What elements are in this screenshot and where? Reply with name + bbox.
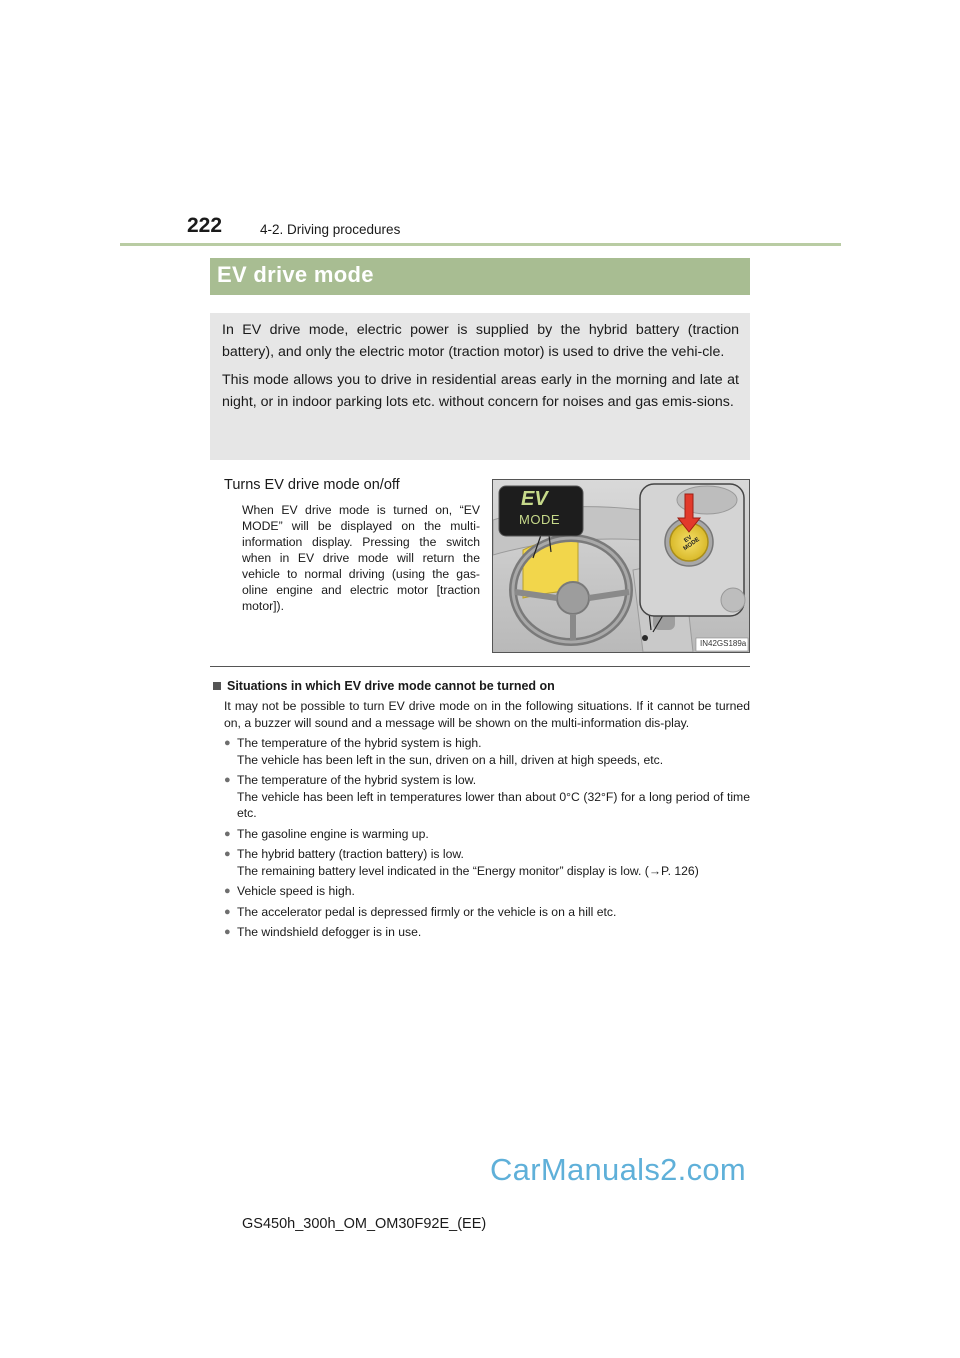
- watermark-link[interactable]: CarManuals2.com: [490, 1152, 747, 1187]
- list-item-text: Vehicle speed is high.: [237, 884, 355, 898]
- bullet-icon: ●: [224, 905, 231, 918]
- intro-paragraph-2: This mode allows you to drive in residential areas early in the morning and late at night, or in indoor parking lots etc. without concern for noises and gas emis-sions.: [222, 372, 739, 410]
- list-item: [224, 772, 750, 822]
- bullet-icon: ●: [224, 774, 231, 786]
- list-item: [224, 883, 750, 900]
- intro-paragraph-1: In EV drive mode, electric power is supplied by the hybrid battery (traction battery), and only the electric motor (traction motor) is used to drive the vehi-cle.: [222, 322, 739, 360]
- list-item-text: The temperature of the hybrid system is high.: [237, 736, 482, 750]
- switch-label: EV MODE: [682, 534, 701, 553]
- list-item-text: The temperature of the hybrid system is low.: [237, 773, 477, 787]
- list-item-text: The windshield defogger is in use.: [237, 925, 422, 939]
- page-number: 222: [187, 214, 223, 237]
- note-body: It may not be possible to turn EV drive mode on in the following situations. If it cannot be turned on, a buzzer will sound and a message will be shown on the multi-information dis-play.: [224, 699, 750, 730]
- list-item: [224, 735, 750, 768]
- intro-box: [210, 313, 750, 460]
- step-description: When EV drive mode is turned on, “EV MODE” will be displayed on the multi-information display. Pressing the switch when in EV drive mode will return the vehicle to normal driving (using the gas-oline engine and electric motor [traction motor]).: [242, 503, 480, 613]
- step-title: Turns EV drive mode on/off: [224, 477, 400, 493]
- note-heading: [210, 678, 750, 694]
- divider: [210, 666, 750, 667]
- list-item: [224, 924, 750, 941]
- bullet-icon: ●: [224, 827, 231, 840]
- display-mode-text: MODE: [519, 512, 560, 527]
- bullet-icon: ●: [224, 926, 231, 938]
- conditions-list: [210, 735, 750, 941]
- bullet-icon: ●: [224, 737, 231, 749]
- title-bar: [210, 258, 750, 295]
- list-item-detail: The remaining battery level indicated in the “Energy monitor” display is low. (→P. 126): [237, 863, 699, 878]
- bullet-icon: ●: [224, 885, 231, 897]
- list-item: [224, 846, 750, 879]
- list-item-detail: The vehicle has been left in temperatures lower than about 0°C (32°F) for a long period of time etc.: [237, 789, 750, 820]
- header-rule: [120, 243, 841, 246]
- section-label: 4-2. Driving procedures: [260, 222, 401, 237]
- manual-code: GS450h_300h_OM_OM30F92E_(EE): [242, 1216, 487, 1232]
- notes-section: [210, 678, 750, 941]
- list-item-text: The gasoline engine is warming up.: [237, 826, 429, 841]
- bullet-icon: ●: [224, 848, 231, 860]
- list-item-text: The accelerator pedal is depressed firmly or the vehicle is on a hill etc.: [237, 904, 617, 919]
- ev-mode-illustration: [492, 479, 750, 653]
- square-bullet-icon: [213, 682, 221, 690]
- list-item-text: The hybrid battery (traction battery) is low.: [237, 847, 464, 861]
- list-item-detail: The vehicle has been left in the sun, driven on a hill, driven at high speeds, etc.: [237, 752, 664, 767]
- page-title: EV drive mode: [217, 262, 374, 287]
- note-heading-text: Situations in which EV drive mode cannot be turned on: [227, 679, 555, 693]
- list-item: [224, 904, 750, 921]
- illustration-code: IN42GS189a: [700, 639, 747, 648]
- list-item: [224, 826, 750, 843]
- display-ev-text: EV: [521, 488, 548, 510]
